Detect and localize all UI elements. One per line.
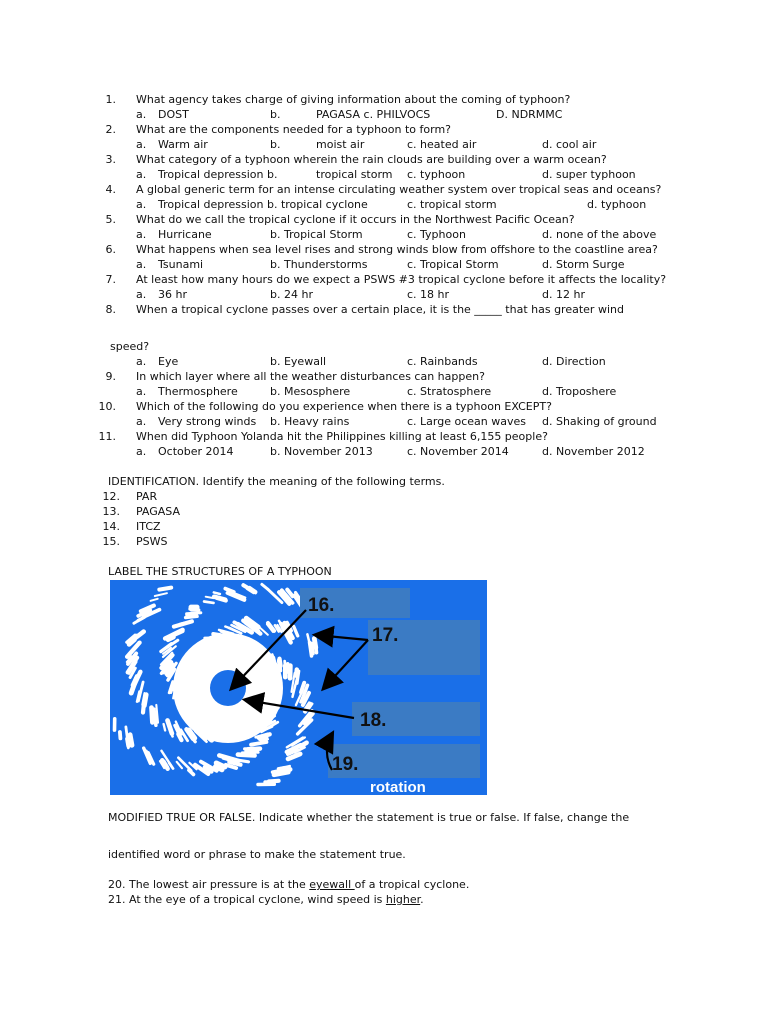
item-number: 15.	[102, 535, 120, 548]
option-letter: a.	[136, 415, 147, 428]
option-d: d. Shaking of ground	[542, 415, 657, 428]
option-c: c. Large ocean waves	[407, 415, 526, 428]
option-c: c. heated air	[407, 138, 477, 151]
question-text: At least how many hours do we expect a PSWS #3 tropical cyclone before it affects the locality?	[136, 273, 667, 286]
question-number: 4.	[105, 183, 116, 196]
option-letter: a.	[136, 258, 147, 271]
option-a-b: Tropical depression b.	[158, 168, 278, 181]
question-text-continued: speed?	[110, 340, 150, 353]
question-number: 8.	[105, 303, 116, 316]
question-text: What do we call the tropical cyclone if it occurs in the Northwest Pacific Ocean?	[136, 213, 575, 226]
option-a: Hurricane	[158, 228, 212, 241]
option-letter: a.	[136, 198, 147, 211]
question-text: In which layer where all the weather disturbances can happen?	[136, 370, 485, 383]
option-letter: a.	[136, 288, 147, 301]
option-a: Eye	[158, 355, 179, 368]
option-d: d. typhoon	[587, 198, 647, 211]
label-17: 17.	[372, 625, 399, 646]
statement-20	[108, 878, 469, 892]
statement-21	[108, 893, 424, 907]
option-b: b. November 2013	[270, 445, 373, 458]
option-c: c. typhoon	[407, 168, 466, 181]
typhoon-eye	[210, 670, 246, 706]
option-d: d. Storm Surge	[542, 258, 625, 271]
option-b-c: PAGASA c. PHILVOCS	[316, 108, 431, 121]
question-number: 10.	[98, 400, 116, 413]
option-c: c. 18 hr	[407, 288, 450, 301]
item-number: 12.	[102, 490, 120, 503]
true-false-heading-cont: identified word or phrase to make the statement true.	[108, 848, 406, 861]
label-16: 16.	[308, 595, 335, 616]
option-d: d. none of the above	[542, 228, 657, 241]
typhoon-diagram	[110, 580, 487, 795]
option-d: d. Direction	[542, 355, 606, 368]
identification-heading: IDENTIFICATION. Identify the meaning of the following terms.	[108, 475, 445, 488]
question-number: 1.	[105, 93, 116, 106]
term: PAGASA	[136, 505, 181, 518]
statement-text: 20. The lowest air pressure is at the	[108, 878, 310, 891]
option-d: d. super typhoon	[542, 168, 636, 181]
option-a: Thermosphere	[158, 385, 238, 398]
option-d: d. Troposhere	[542, 385, 617, 398]
rotation-label: rotation	[370, 779, 426, 795]
option-a: Very strong winds	[158, 415, 257, 428]
question-text: When did Typhoon Yolanda hit the Philippines killing at least 6,155 people?	[136, 430, 548, 443]
option-a: October 2014	[158, 445, 234, 458]
option-d: d. November 2012	[542, 445, 645, 458]
option-b: b. 24 hr	[270, 288, 313, 301]
option-b: b. Heavy rains	[270, 415, 350, 428]
option-letter: a.	[136, 385, 147, 398]
option-d: d. cool air	[542, 138, 597, 151]
option-b: moist air	[316, 138, 365, 151]
option-a: 36 hr	[158, 288, 187, 301]
question-number: 7.	[105, 273, 116, 286]
option-b: b. Mesosphere	[270, 385, 351, 398]
option-letter: b.	[270, 138, 281, 151]
statement-text: 21. At the eye of a tropical cyclone, wind speed is	[108, 893, 386, 906]
label-section-heading: LABEL THE STRUCTURES OF A TYPHOON	[108, 565, 332, 578]
option-letter: a.	[136, 228, 147, 241]
statement-text: of a tropical cyclone.	[354, 878, 470, 891]
option-b: tropical storm	[316, 168, 393, 181]
question-text: What agency takes charge of giving information about the coming of typhoon?	[136, 93, 571, 106]
option-a: Tsunami	[158, 258, 204, 271]
question-number: 5.	[105, 213, 116, 226]
option-letter: a.	[136, 138, 147, 151]
option-a-b: Tropical depression b. tropical cyclone	[158, 198, 368, 211]
question-text: A global generic term for an intense circulating weather system over tropical seas and oceans?	[136, 183, 662, 196]
question-number: 11.	[98, 430, 116, 443]
option-c: c. Tropical Storm	[407, 258, 499, 271]
underlined-word: eyewall	[309, 878, 355, 891]
term: PAR	[136, 490, 158, 503]
question-number: 9.	[105, 370, 116, 383]
option-letter: b.	[270, 108, 281, 121]
option-a: Warm air	[158, 138, 208, 151]
item-number: 13.	[102, 505, 120, 518]
option-d: d. 12 hr	[542, 288, 585, 301]
option-a: DOST	[158, 108, 189, 121]
option-c: c. tropical storm	[407, 198, 497, 211]
question-text: Which of the following do you experience when there is a typhoon EXCEPT?	[136, 400, 552, 413]
question-text: What are the components needed for a typhoon to form?	[136, 123, 452, 136]
question-number: 2.	[105, 123, 116, 136]
true-false-heading: MODIFIED TRUE OR FALSE. Indicate whether the statement is true or false. If false, change the	[108, 811, 630, 824]
option-c: c. Typhoon	[407, 228, 466, 241]
option-d: D. NDRMMC	[496, 108, 563, 121]
label-18: 18.	[360, 710, 387, 731]
underlined-word: higher	[385, 893, 421, 906]
option-letter: a.	[136, 108, 147, 121]
option-b: b. Thunderstorms	[270, 258, 368, 271]
question-number: 6.	[105, 243, 116, 256]
label-19: 19.	[332, 754, 359, 775]
question-text: What happens when sea level rises and strong winds blow from offshore to the coastline area?	[136, 243, 658, 256]
question-text: What category of a typhoon wherein the rain clouds are building over a warm ocean?	[136, 153, 607, 166]
question-number: 3.	[105, 153, 116, 166]
term: ITCZ	[136, 520, 161, 533]
option-c: c. Stratosphere	[407, 385, 492, 398]
item-number: 14.	[102, 520, 120, 533]
option-b: b. Tropical Storm	[270, 228, 363, 241]
term: PSWS	[136, 535, 168, 548]
option-letter: a.	[136, 168, 147, 181]
option-c: c. November 2014	[407, 445, 509, 458]
option-letter: a.	[136, 355, 147, 368]
option-b: b. Eyewall	[270, 355, 327, 368]
statement-text: .	[420, 893, 424, 906]
option-letter: a.	[136, 445, 147, 458]
option-c: c. Rainbands	[407, 355, 478, 368]
question-text: When a tropical cyclone passes over a certain place, it is the _____ that has greater wind	[136, 303, 624, 316]
